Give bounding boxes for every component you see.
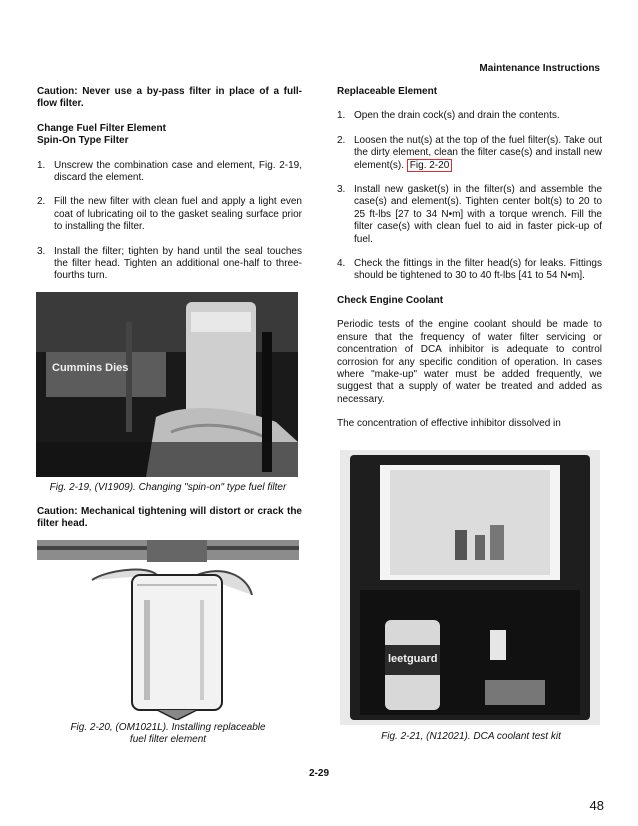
list-item: 2. Fill the new filter with clean fuel and apply a light even coat of lubricating oil to the gasket sealing surface prior to installing the filter.	[37, 196, 302, 233]
coolant-paragraph: Periodic tests of the engine coolant should be made to ensure that the frequency of water filter servicing or concentration of DCA inhibitor is adequate to control corrosion for any specific condition of operation. In cases where "make-up" water must be added frequently, we suggest that a supply of water be treated and added as necessary.	[337, 319, 602, 405]
left-column	[37, 86, 302, 295]
fig-2-21-caption: Fig. 2-21, (N12021). DCA coolant test kit	[381, 731, 561, 742]
fig-2-20-caption-line1: Fig. 2-20, (OM1021L). Installing replaceable	[70, 722, 266, 733]
fig-2-21-illustration	[340, 450, 600, 725]
list-item: 4. Check the fittings in the filter head(s) for leaks. Fittings should be tightened to 30 to 40 ft-lbs [41 to 54 N•m].	[337, 258, 602, 282]
heading-check-coolant: Check Engine Coolant	[337, 294, 444, 306]
caution-mechanical: Caution: Mechanical tightening will distort or crack the filter head.	[37, 506, 302, 530]
right-column	[337, 86, 602, 443]
fig-2-21-photo	[340, 450, 600, 725]
page-number: 2-29	[308, 768, 329, 779]
fig-2-19-illustration	[36, 292, 298, 477]
fig-2-20-caption-line2: fuel filter element	[129, 734, 207, 746]
list-item: 3. Install the filter; tighten by hand until the seal touches the filter head. Tighten an additional one-half to three-fourths turn.	[37, 245, 302, 282]
fig-2-20-caption	[37, 722, 299, 747]
heading-spin-on: Spin-On Type Filter	[37, 135, 129, 147]
sheet-number: 48	[589, 798, 604, 813]
replaceable-steps	[337, 110, 602, 282]
fig-2-20-drawing	[37, 540, 299, 720]
fig-2-19-photo	[36, 292, 298, 477]
list-item: 1. Unscrew the combination case and element, Fig. 2-19, discard the element.	[37, 159, 302, 184]
running-header: Maintenance Instructions	[479, 63, 600, 74]
heading-replaceable: Replaceable Element	[337, 86, 438, 97]
fig-2-20-reference: Fig. 2-20	[407, 159, 452, 172]
photo-engine-label: Cummins Dies	[52, 362, 129, 374]
caution-bypass: Caution: Never use a by-pass filter in place of a full-flow filter.	[37, 86, 302, 110]
list-item: 3. Install new gasket(s) in the filter(s) and assemble the case(s) and element(s). Tighten center bolt(s) to 20 to 25 ft-lbs [27 to 34 N•m] with a torque wrench. Fill the filter case(s) with clean fuel to aid in faster pick-up of fuel.	[337, 184, 602, 245]
bottle-label: leetguard	[388, 653, 438, 665]
fig-2-19-caption: Fig. 2-19, (VI1909). Changing "spin-on" type fuel filter	[49, 482, 287, 493]
fig-2-20-illustration	[37, 540, 299, 720]
list-item: 1. Open the drain cock(s) and drain the contents.	[337, 110, 560, 122]
spin-on-steps	[37, 160, 302, 283]
coolant-paragraph-continued: The concentration of effective inhibitor dissolved in	[337, 418, 561, 430]
list-item: 2. Loosen the nut(s) at the top of the fuel filter(s). Take out the dirty element, clean the filter case(s) and install new element(s). Fig. 2-20	[337, 134, 602, 171]
heading-change-fuel-filter: Change Fuel Filter Element	[37, 122, 166, 134]
